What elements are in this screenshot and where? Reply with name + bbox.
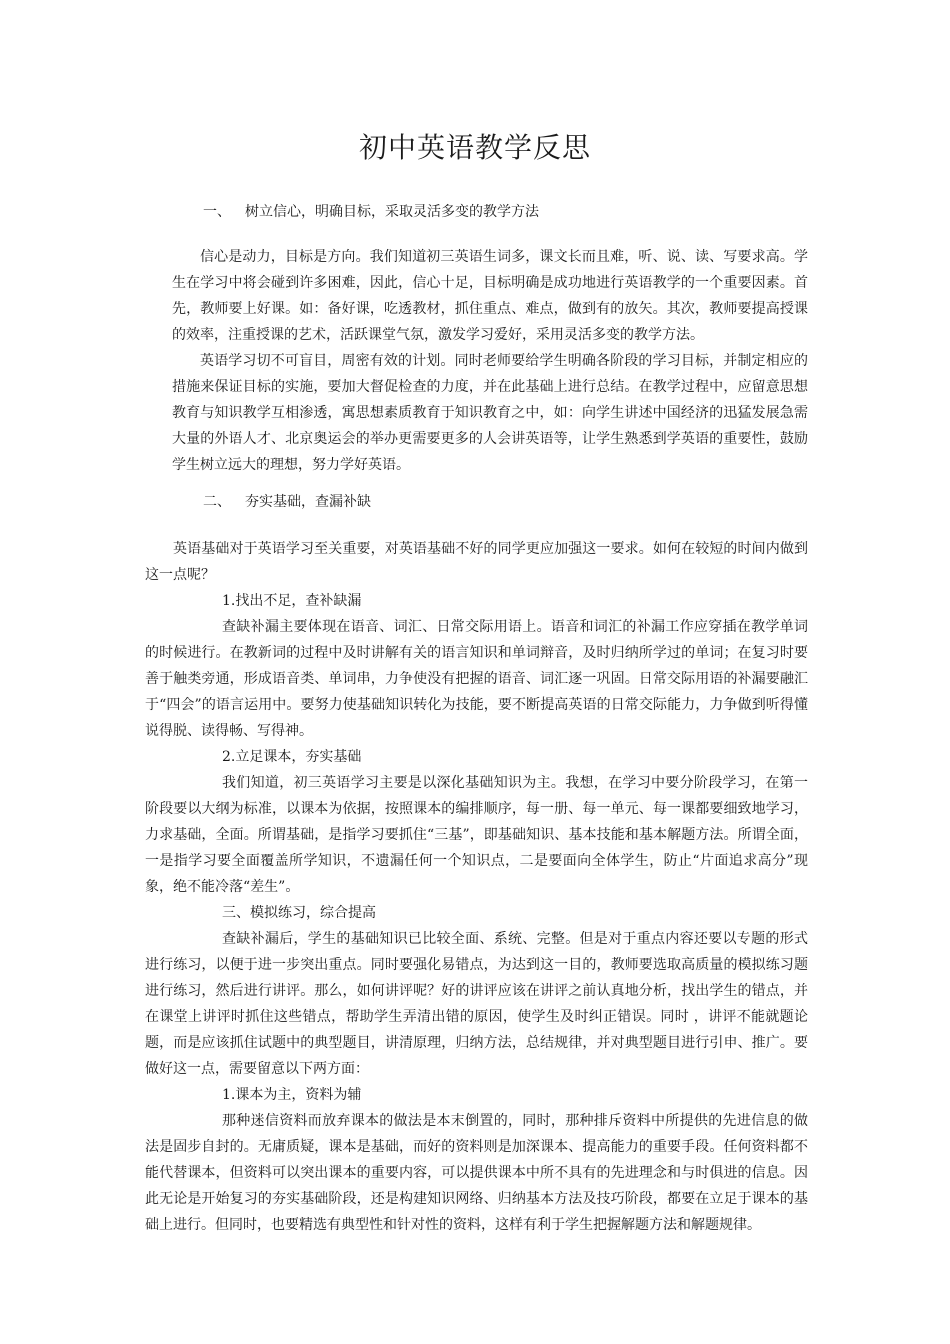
section-1-paragraph-2: 英语学习切不可盲目，周密有效的计划。同时老师要给学生明确各阶段的学习目标，并制定相应的措施来保证目标的实施，要加大督促检查的力度，并在此基础上进行总结。在教学过程中，应留意思想教育与知识教学互相渗透，寓思想素质教育于知识教育之中，如：向学生讲述中国经济的迅猛发展急需大量的外语人才、北京奥运会的举办更需要更多的人会讲英语等，让学生熟悉到学英语的重要性，鼓励学生树立远大的理想，努力学好英语。	[172, 353, 808, 473]
document-title: 初中英语教学反思	[358, 131, 591, 164]
section-3-subheading-1: 1.课本为主，资料为辅	[222, 1087, 362, 1103]
section-2-title: 夯实基础，查漏补缺	[245, 494, 371, 510]
section-1-heading	[203, 200, 539, 224]
section-1-paragraph-1: 信心是动力，目标是方向。我们知道初三英语生词多，课文长而且难，听、说、读、写要求高。学生在学习中将会碰到许多困难，因此，信心十足，目标明确是成功地进行英语教学的一个重要因素。首先，教师要上好课。如：备好课，吃透教材，抓住重点、难点，做到有的放矢。其次，教师要提高授课的效率，注重授课的艺术，活跃课堂气氛，激发学习爱好，采用灵活多变的教学方法。	[172, 249, 808, 343]
section-2-intro: 英语基础对于英语学习至关重要，对英语基础不好的同学更应加强这一要求。如何在较短的时间内做到这一点呢？	[145, 541, 808, 583]
section-2-subtext-1: 查缺补漏主要体现在语音、词汇、日常交际用语上。语音和词汇的补漏工作应穿插在教学单词的时候进行。在教新词的过程中及时讲解有关的语言知识和单词辩音，及时归纳所学过的单词；在复习时要善于触类旁通，形成语音类、单词串，力争使没有把握的语音、词汇逐一巩固。日常交际用语的补漏要融汇于“四会”的语言运用中。要努力使基础知识转化为技能，要不断提高英语的日常交际能力，力争做到听得懂说得脱、读得畅、写得神。	[145, 619, 808, 739]
section-2-subheading-2: 2.立足课本，夯实基础	[222, 749, 362, 765]
section-2-subheading-1: 1.找出不足，查补缺漏	[222, 593, 362, 609]
section-3-heading: 三、模拟练习，综合提高	[222, 905, 376, 921]
section-3-intro: 查缺补漏后，学生的基础知识已比较全面、系统、完整。但是对于重点内容还要以专题的形式进行练习，以便于进一步突出重点。同时要强化易错点，为达到这一目的，教师要选取高质量的模拟练习题进行练习，然后进行讲评。那么，如何讲评呢？好的讲评应该在讲评之前认真地分析，找出学生的错点，并在课堂上讲评时抓住这些错点，帮助学生弄清出错的原因，使学生及时纠正错误。同时 ，讲评不能就题论题，而是应该抓住试题中的典型题目，讲清原理，归纳方法，总结规律，并对典型题目进行引申、推广。要做好这一点，需要留意以下两方面：	[145, 931, 808, 1077]
section-2-subtext-2: 我们知道，初三英语学习主要是以深化基础知识为主。我想，在学习中要分阶段学习，在第一阶段要以大纲为标准，以课本为依据，按照课本的编排顺序，每一册、每一单元、每一课都要细致地学习，力求基础，全面。所谓基础，是指学习要抓住“三基”，即基础知识、基本技能和基本解题方法。所谓全面，一是指学习要全面覆盖所学知识，不遗漏任何一个知识点，二是要面向全体学生，防止“片面追求高分”现象，绝不能冷落“差生”。	[145, 775, 808, 895]
section-2-number: 二、	[203, 494, 231, 510]
section-1-number: 一、	[203, 204, 231, 220]
section-2-heading	[203, 490, 371, 514]
section-2-body	[145, 536, 808, 1238]
section-1-title: 树立信心，明确目标，采取灵活多变的教学方法	[245, 204, 539, 220]
section-1-body	[172, 244, 808, 478]
section-3-subtext-1: 那种迷信资料而放弃课本的做法是本末倒置的，同时，那种排斥资料中所提供的先进信息的做法是固步自封的。无庸质疑，课本是基础，而好的资料则是加深课本、提高能力的重要手段。任何资料都不能代替课本，但资料可以突出课本的重要内容，可以提供课本中所不具有的先进理念和与时俱进的信息。因此无论是开始复习的夯实基础阶段，还是构建知识网络、归纳基本方法及技巧阶段，都要在立足于课本的基础上进行。但同时，也要精选有典型性和针对性的资料，这样有利于学生把握解题方法和解题规律。	[145, 1113, 808, 1233]
